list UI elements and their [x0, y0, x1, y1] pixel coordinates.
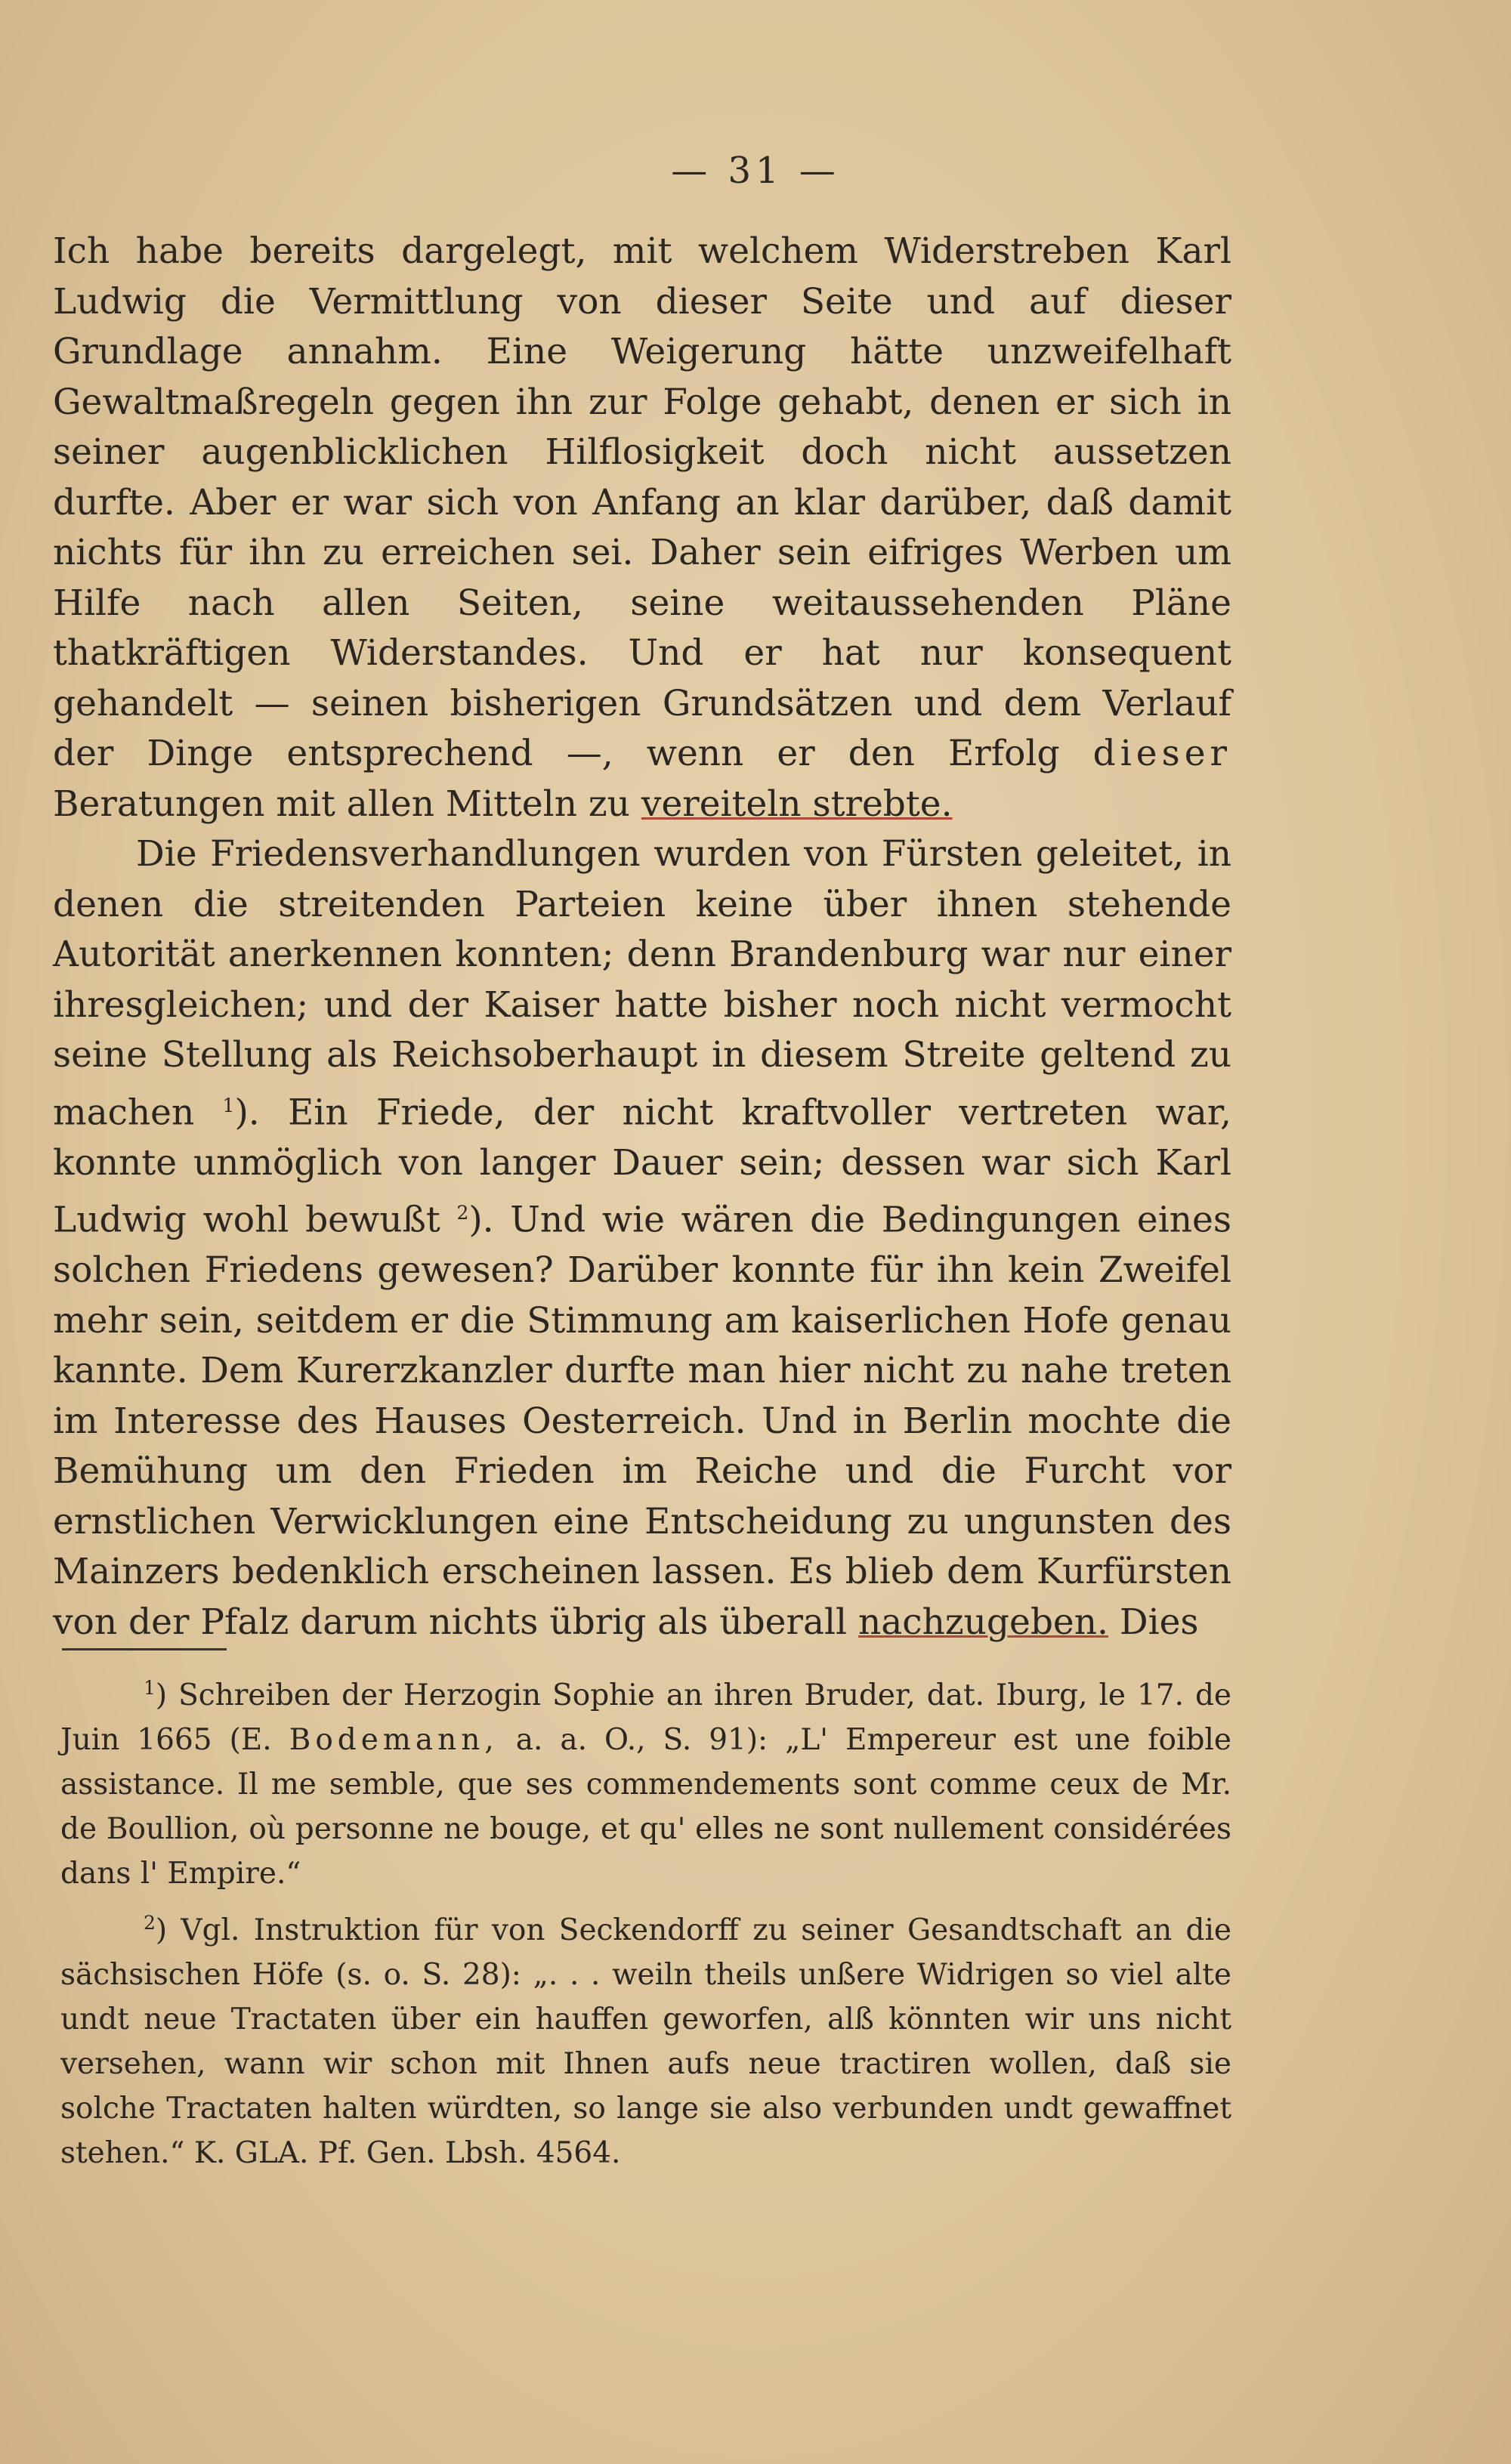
paragraph-2-last-word: Dies: [1119, 1601, 1199, 1643]
paragraph-2-text-cont2: ). Und wie wären die Bedingungen eines solchen Friedens gewesen? Darüber konnte für ihn kein Zweifel mehr sein, seitdem er die Stimmung am kaiserlichen Hofe genau kannte. Dem Kurerzkanzler durfte man hier nicht zu nahe treten im Interesse des Hauses Oesterreich. Und in Berlin mochte die Bemühung um den Frieden im Reiche und die Furcht vor ernstlichen Verwicklungen eine Entscheidung zu ungunsten des Mainzers bedenklich erscheinen lassen. Es blieb dem Kurfürsten von der Pfalz darum nichts übrig als überall: [53, 1199, 1231, 1643]
paragraph-1: [53, 227, 1231, 829]
footnote-1-text: ) Schreiben der Herzogin Sophie an ihren Bruder, dat. Iburg, le 17. de Juin 1665 (E.: [60, 1678, 1231, 1757]
footnote-1-marker: 1: [144, 1677, 156, 1699]
footnote-1-text-cont: a. a. O., S. 91): „L' Empereur est une foible assistance. Il me semble, que ses commendements sont comme ceux de Mr. de Boullion, où personne ne bouge, et qu' elles ne sont nullement considérées dans l' Empire.“: [60, 1723, 1231, 1891]
paragraph-2-text-cont: ). Ein Friede, der nicht kraftvoller vertreten war, konnte unmöglich von langer Dauer sein; dessen war sich Karl Ludwig wohl bewußt: [53, 1092, 1231, 1241]
main-text: [53, 227, 1231, 1647]
paragraph-1-text-cont: Beratungen mit allen Mitteln zu: [53, 783, 630, 825]
footnote-1: [60, 1666, 1231, 1896]
paragraph-1-text: Ich habe bereits dargelegt, mit welchem Widerstreben Karl Ludwig die Vermittlung von dieser Seite und auf dieser Grundlage annahm. Eine Weigerung hätte unzweifelhaft Gewaltmaßregeln gegen ihn zur Folge gehabt, denen er sich in seiner augenblicklichen Hilflosigkeit doch nicht aussetzen durfte. Aber er war sich von Anfang an klar darüber, daß damit nichts für ihn zu erreichen sei. Daher sein eifriges Werben um Hilfe nach allen Seiten, seine weitaussehenden Pläne thatkräftigen Widerstandes. Und er hat nur konsequent gehandelt — seinen bisherigen Grundsätzen und dem Verlauf der Dinge entsprechend —, wenn er den Erfolg: [53, 230, 1231, 774]
footnote-divider: [62, 1648, 227, 1650]
footnote-2-text: ) Vgl. Instruktion für von Seckendorff zu seiner Gesandtschaft an die sächsischen Höfe (s. o. S. 28): „. . . weiln theils unßere Widrigen so viel alte undt neue Tractaten über ein hauffen geworfen, alß könnten wir uns nicht versehen, wann wir schon mit Ihnen aufs neue tractiren wollen, daß sie solche Tractaten halten würdten, so lange sie also verbunden undt gewaffnet stehen.“ K. GLA. Pf. Gen. Lbsh. 4564.: [60, 1913, 1231, 2170]
footnote-ref-1: 1: [222, 1094, 235, 1116]
footnote-ref-2: 2: [456, 1202, 469, 1224]
underlined-phrase: vereiteln strebte.: [641, 783, 953, 825]
footnote-1-author: Bodemann,: [289, 1723, 499, 1757]
paragraph-2: [53, 829, 1231, 1647]
footnotes: [60, 1666, 1231, 2180]
footnote-2-marker: 2: [144, 1912, 156, 1934]
underlined-word: nachzugeben.: [858, 1601, 1108, 1643]
paragraph-2-text: Die Friedensverhandlungen wurden von Fürsten geleitet, in denen die streitenden Parteien keine über ihnen stehende Autorität anerkennen konnten; denn Brandenburg war nur einer ihresgleichen; und der Kaiser hatte bisher noch nicht vermocht seine Stellung als Reichsoberhaupt in diesem Streite geltend zu machen: [53, 833, 1231, 1134]
footnote-2: [60, 1900, 1231, 2175]
spaced-emphasis: dieser: [1092, 733, 1231, 774]
page-number: — 31 —: [671, 150, 840, 192]
